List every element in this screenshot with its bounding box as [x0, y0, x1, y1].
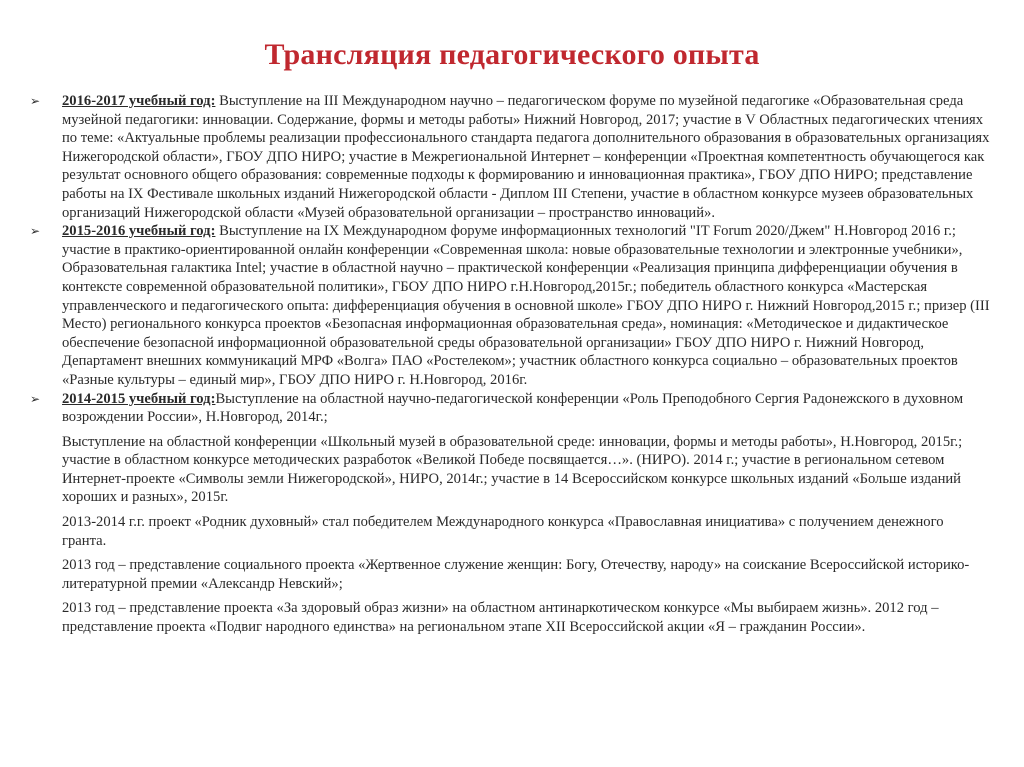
item-description: Выступление на III Международном научно – педагогическом форуме по музейной педагогике «Образовательная среда музейной педагогики: инновации. Содержание, формы и методы работы» Нижний Новгород, 2017; участие в V Областных педагогических чтениях по теме: «Актуальные проблемы реализации профессионального стандарта педагога дополнительного образования в образовательных организациях Нижегородской области», ГБОУ ДПО НИРО; участие в Межрегиональной Интернет – конференции «Проектная компетентность обучающегося как результат основного общего образования: современные подходы к формированию и инновационная практика», ГБОУ ДПО НИРО; представление работы на IX Фестивале школьных изданий Нижегородской области - Диплом III Степени, участие в областном конкурсе музеев образовательных организаций Нижегородской области «Музей образовательной организации – пространство инноваций». [62, 93, 990, 221]
year-heading: 2015-2016 учебный год: [62, 223, 216, 240]
arrow-bullet-icon: ➢ [30, 224, 41, 239]
page-title: Трансляция педагогического опыта [264, 38, 760, 71]
list-item [30, 92, 990, 222]
arrow-bullet-icon: ➢ [30, 391, 41, 406]
list-item [30, 222, 990, 389]
item-description: Выступление на областной научно-педагогической конференции «Роль Преподобного Сергия Радонежского в духовном возрождении России», Н.Новгород, 2014г.; [62, 390, 964, 426]
arrow-bullet-icon: ➢ [30, 94, 41, 108]
content-body [30, 92, 990, 637]
paragraph: 2013-2014 г.г. проект «Родник духовный» стал победителем Международного конкурса «Православная инициатива» с получением денежного гранта. [62, 514, 944, 549]
list-item-text [62, 222, 990, 389]
list-item [30, 390, 990, 427]
year-heading: 2014-2015 учебный год: [62, 390, 216, 407]
list-item-text [62, 390, 990, 427]
year-heading: 2016-2017 учебный год: [62, 93, 216, 109]
item-description: Выступление на IX Международном форуме информационных технологий "IT Forum 2020/Джем" Н.Новгород 2016 г.; участие в практико-ориентированной онлайн конференции «Современная школа: новые образовательные технологии и электронные учебники», Образовательная галактика Intel; участие в областной научно – практической конференции «Реализация принципа дифференциации обучения в контексте современной образовательной политики», ГБОУ ДПО НИРО г.Н.Новгород,2015г.; победитель областного конкурса «Мастерская управленческого и педагогического опыта: дифференциация обучения в основной школе» ГБОУ ДПО НИРО г. Нижний Новгород,2015 г.; призер (III Место) регионального конкурса проектов «Безопасная информационная образовательная среда», номинация: «Методическое и дидактическое обеспечение безопасной информационной образовательной среды образовательной организации» ГБОУ ДПО НИРО г. Нижний Новгород, Департамент внешних коммуникаций МРФ «Волга» ПАО «Ростелеком»; участник областного конкурса социально – образовательных проектов «Разные культуры – единый мир», ГБОУ ДПО НИРО г. Н.Новгород, 2016г. [62, 223, 990, 388]
paragraph: Выступление на областной конференции «Школьный музей в образовательной среде: инновации, формы и методы работы», Н.Новгород, 2015г.; участие в областном конкурсе методических разработок «Великой Победе посвящается…». (НИРО). 2014 г.; участие в региональном сетевом Интернет-проекте «Символы земли Нижегородской», НИРО, 2014г.; участие в 14 Всероссийском конкурсе школьных изданий «Больше изданий хороших и разных», 2015г. [62, 433, 963, 506]
list-item-text [62, 92, 990, 222]
paragraph: 2013 год – представление проекта «За здоровый образ жизни» на областном антинаркотическом конкурсе «Мы выбираем жизнь». 2012 год – представление проекта «Подвиг народного единства» на региональном этапе XII Всероссийской акции «Я – гражданин России». [62, 600, 939, 636]
paragraph: 2013 год – представление социального проекта «Жертвенное служение женщин: Богу, Отечеству, народу» на соискание Всероссийской историко-литературной премии «Александр Невский»; [62, 557, 970, 592]
